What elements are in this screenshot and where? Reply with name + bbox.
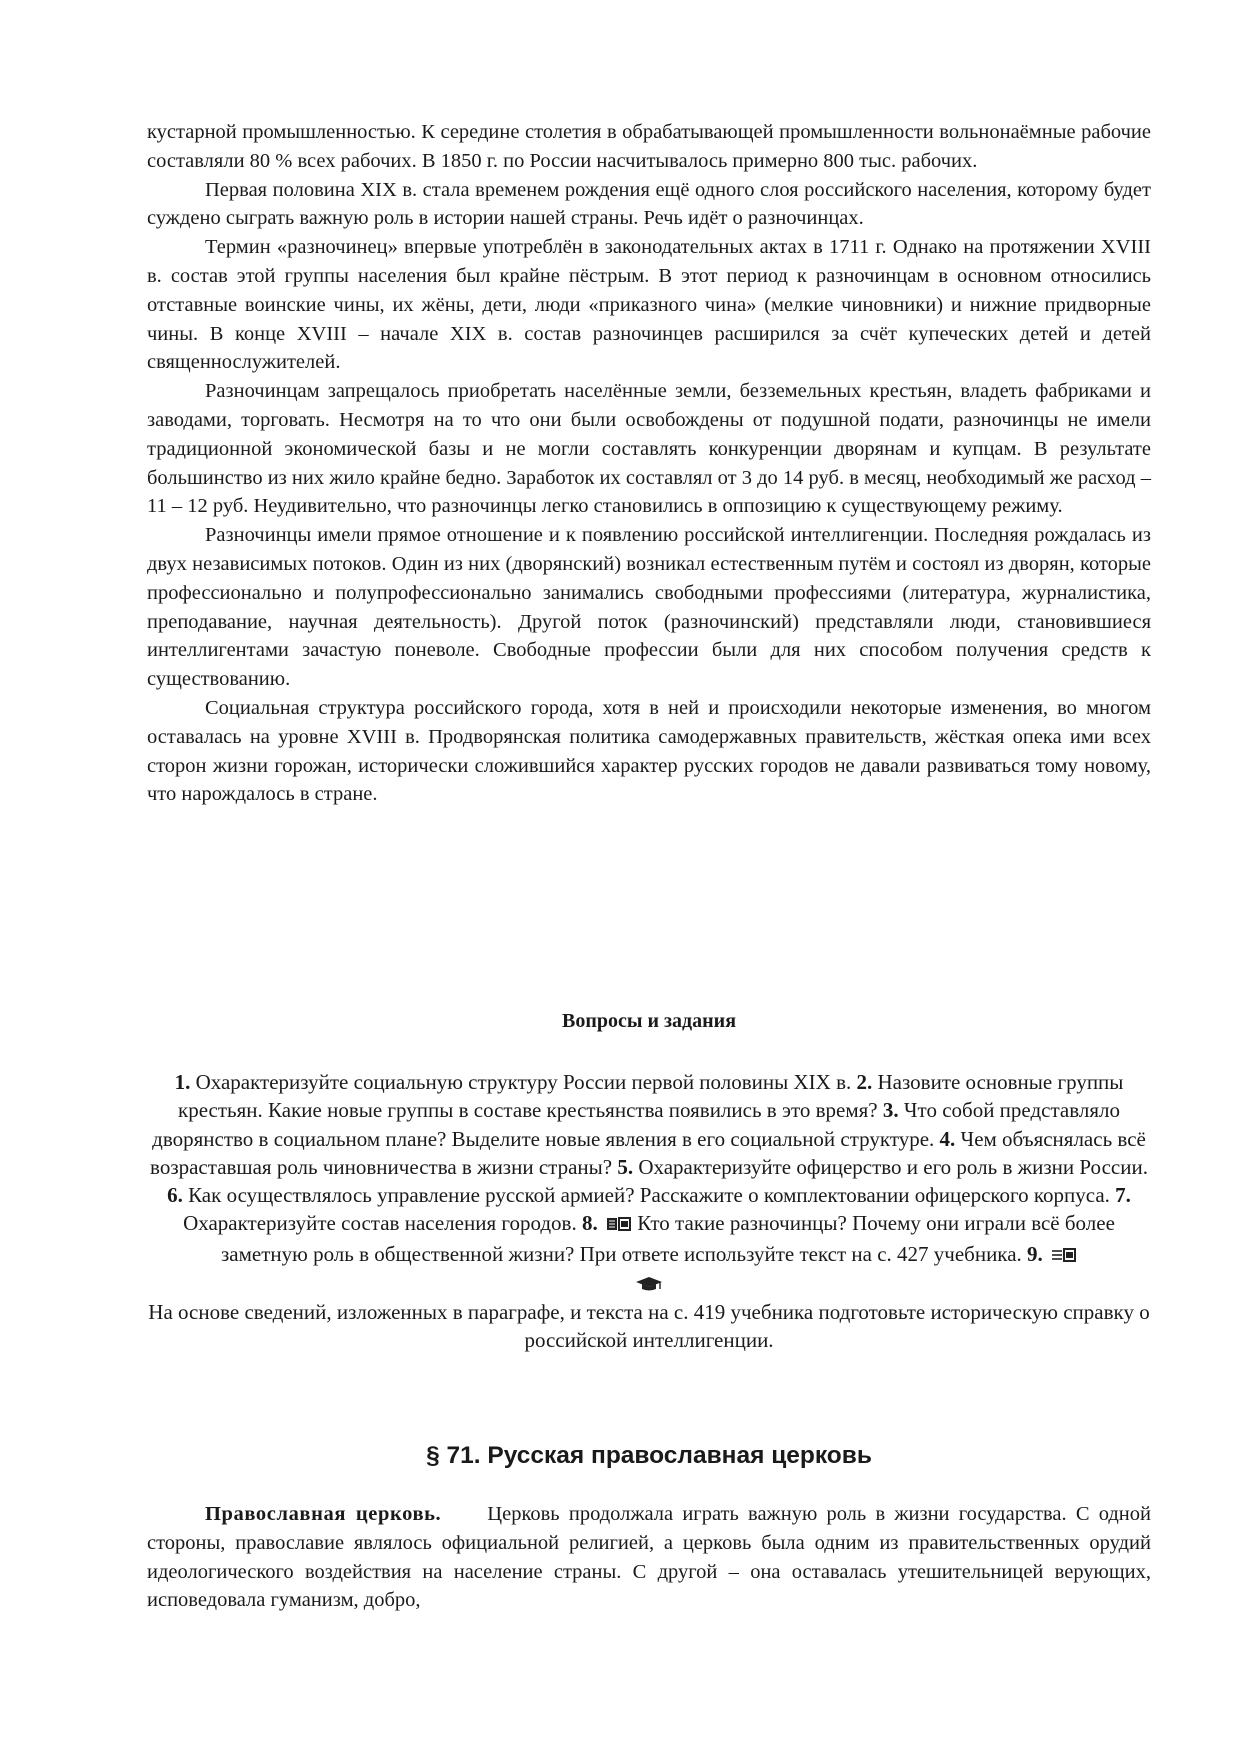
paragraph: Термин «разночинец» впервые употреблён в законодательных актах в 1711 г. Однако на протяжении XVIII в. состав этой группы населения был крайне пёстрым. В этот период к разночинцам в основном относились отставные воинские чины, их жёны, дети, люди «приказного чина» (мелкие чиновники) и нижние придворные чины. В конце XVIII – начале XIX в. состав разночинцев расширился за счёт купеческих детей и детей священнослужителей. <box>147 236 1151 374</box>
section-title: § 71. Русская православная церковь <box>426 1442 872 1469</box>
questions-list <box>147 1068 1151 1270</box>
question-number: 7. <box>1115 1183 1131 1208</box>
paragraph: Первая половина XIX в. стала временем рождения ещё одного слоя российского населения, которому будет суждено сыграть важную роль в истории нашей страны. Речь идёт о разночинцах. <box>147 178 1151 230</box>
questions-block <box>147 1068 1151 1355</box>
body-text <box>147 118 1151 809</box>
question-text: Как осуществлялось управление русской армией? Расскажите о комплектовании офицерского корпуса. <box>188 1183 1110 1208</box>
question-text: На основе сведений, изложенных в параграфе, и текста на с. 419 учебника подготовьте историческую справку о российской интеллигенции. <box>148 1300 1150 1353</box>
paragraph: Разночинцам запрещалось приобретать населённые земли, безземельных крестьян, владеть фабриками и заводами, торговать. Несмотря на то что они были освобождены от подушной подати, разночинцы не имели традиционной экономической базы и не могли составлять конкуренции дворянам и купцам. В результате большинство из них жило крайне бедно. Заработок их составлял от 3 до 14 руб. в месяц, необходимый же расход – 11 – 12 руб. Неудивительно, что разночинцы легко становились в оппозицию к существующему режиму. <box>147 380 1151 518</box>
paragraph: кустарной промышленностью. К середине столетия в обрабатывающей промышленности вольнонаёмные рабочие составляли 80 % всех рабочих. В 1850 г. по России насчитывалось примерно 800 тыс. рабочих. <box>147 121 1151 172</box>
paragraph: Социальная структура российского города, хотя в ней и происходили некоторые изменения, во многом оставалась на уровне XVIII в. Продворянская политика самодержавных правительств, жёсткая опека ими всех сторон жизни горожан, исторически сложившийся характер русских городов не давали развиваться тому новому, что нарождалось в стране. <box>147 696 1151 806</box>
book-document-icon <box>1051 1242 1077 1270</box>
question-number: 1. <box>174 1070 191 1094</box>
question-number: 4. <box>939 1126 956 1151</box>
graduation-cap-icon <box>147 1274 1151 1296</box>
question-text: Кто такие разночинцы? Почему они играли всё более заметную роль в общественной жизни? При ответе используйте текст на с. 427 учебника. <box>220 1211 1115 1266</box>
question-number: 9. <box>1027 1241 1043 1266</box>
questions-heading: Вопросы и задания <box>561 1010 737 1032</box>
question-text: Назовите основные группы крестьян. Какие новые группы в составе крестьянства появились в это время? <box>178 1070 1124 1123</box>
question-number: 2. <box>856 1070 873 1094</box>
paragraph-text: Церковь продолжала играть важную роль в жизни государства. С одной стороны, православие являлось официальной религией, а церковь была одним из правительственных орудий идеологического воздействия на население страны. С другой – она оставалась утешительницей верующих, исповедовала гуманизм, добро, <box>147 1503 1151 1612</box>
paragraph: Разночинцы имели прямое отношение и к появлению российской интеллигенции. Последняя рождалась из двух независимых потоков. Один из них (дворянский) возникал естественным путём и состоял из дворян, которые профессионально и полупрофессионально занимались свободными профессиями (литература, журналистика, преподавание, научная деятельность). Другой поток (разночинский) представляли люди, становившиеся интеллигентами зачастую поневоле. Свободные профессии были для них способом получения средств к существованию. <box>147 524 1151 691</box>
paragraph <box>147 1500 1151 1615</box>
question-text: Охарактеризуйте состав населения городов. <box>183 1211 577 1236</box>
run-in-heading: Православная церковь. <box>205 1503 442 1525</box>
book-document-icon <box>606 1211 632 1239</box>
question-number: 8. <box>581 1211 598 1236</box>
question-text: Чем объяснялась всё возраставшая роль чиновничества в жизни страны? <box>150 1126 1146 1179</box>
question-number: 3. <box>882 1098 899 1123</box>
question-number: 5. <box>617 1154 634 1179</box>
question-number: 6. <box>167 1183 183 1208</box>
question-text: Охарактеризуйте офицерство и его роль в жизни России. <box>638 1154 1148 1179</box>
question-text: Охарактеризуйте социальную структуру России первой половины XIX в. <box>195 1070 852 1094</box>
section-body <box>147 1500 1151 1615</box>
question-text: Что собой представляло дворянство в социальном плане? Выделите новые явления в его социальной структуре. <box>152 1098 1120 1151</box>
